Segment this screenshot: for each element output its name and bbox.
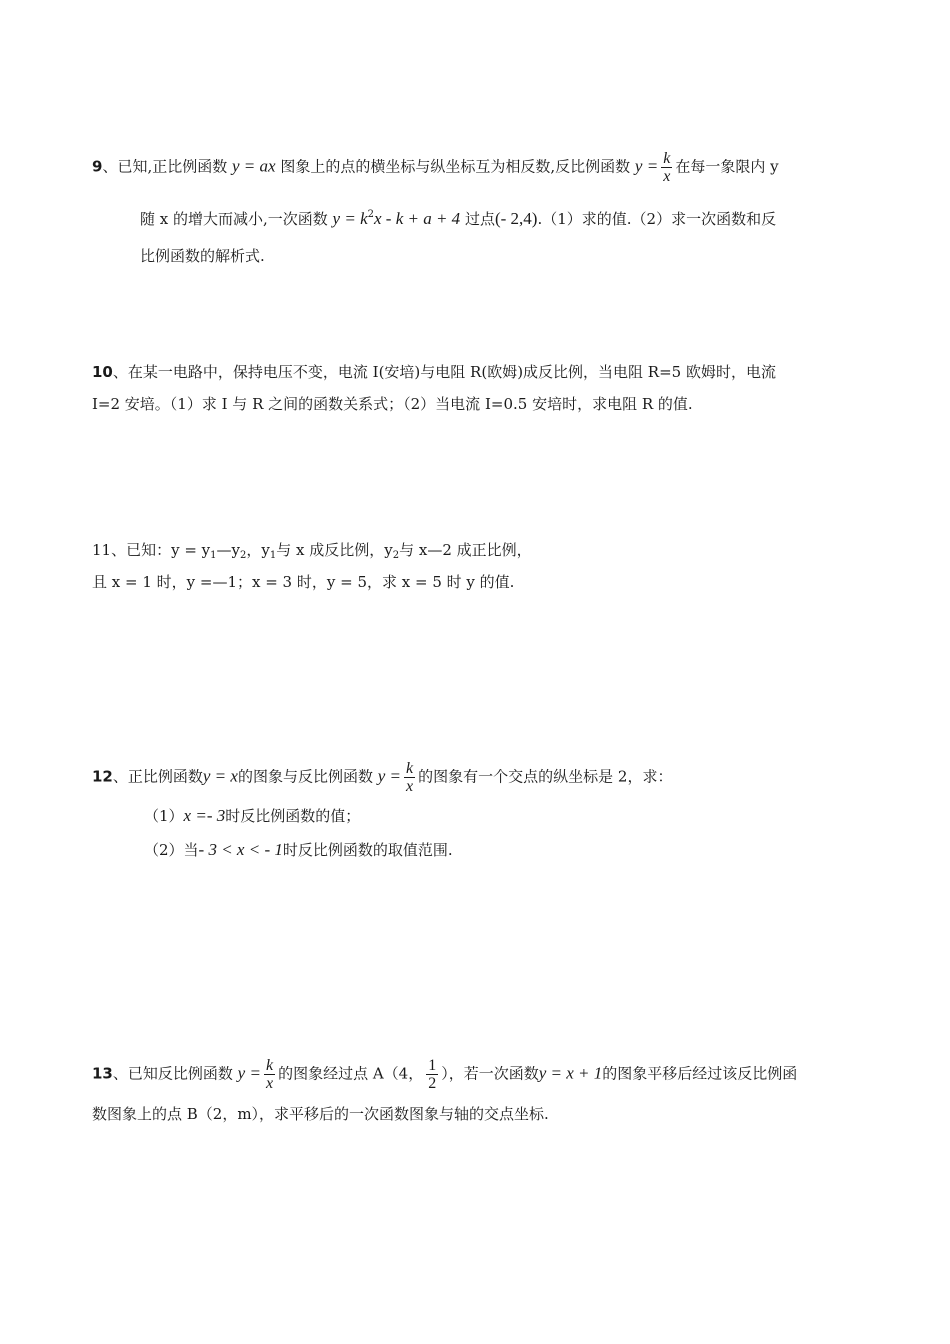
q10-number: 10 (92, 363, 113, 381)
q12-equation-inverse-lhs: y = (377, 766, 402, 786)
q12-line1 (92, 760, 672, 795)
q9-point: (- 2,4) (494, 209, 538, 228)
q13-text: 数图象上的点 B（2，m），求平移后的一次函数图象与轴的交点坐标. (92, 1105, 549, 1123)
q13-text: 的图象经过点 A（4， (278, 1064, 424, 1083)
q12-equation-direct: y = x (202, 766, 238, 786)
q9-equation-linear-b: x - k + a + 4 (373, 209, 461, 228)
q11-line1 (92, 539, 532, 567)
q10-text: 、在某一电路中，保持电压不变，电流 I(安培)与电阻 R(欧姆)成反比例，当电阻 R=5 欧姆时，电流 (112, 363, 776, 381)
q9-line1 (92, 150, 779, 185)
q9-text: 比例函数的解析式. (140, 247, 265, 265)
fraction-denominator: 2 (428, 1075, 437, 1092)
q9-exponent: 2 (367, 209, 374, 220)
q11-number: 11 (92, 541, 112, 559)
q9-number: 9 (92, 157, 103, 176)
q11-line2 (92, 571, 514, 593)
q11-subscript: 2 (240, 550, 247, 561)
q12-part2-equation: - 3 < x < - 1 (198, 840, 283, 859)
fraction-numerator: k (265, 1057, 274, 1074)
q9-text: 图象上的点的横坐标与纵坐标互为相反数,反比例函数 (280, 157, 631, 176)
q11-subscript: 2 (392, 550, 400, 561)
q11-text: 、已知：y = y (111, 541, 211, 559)
q10-line2 (92, 393, 693, 415)
q9-text: 过点 (464, 210, 495, 228)
q9-text: 已知,正比例函数 (117, 157, 228, 176)
fraction-denominator: x (406, 778, 414, 795)
fraction-numerator: k (663, 150, 671, 167)
q11-subscript: 1 (269, 550, 277, 561)
q11-text: —y (216, 541, 241, 559)
q12-part1-text: 时反比例函数的值； (225, 807, 361, 825)
q11-text: 且 x = 1 时，y =—1；x = 3 时，y = 5，求 x = 5 时 y 的值. (92, 573, 515, 591)
q11-subscript: 1 (210, 550, 217, 561)
q12-text: 的图象有一个交点的纵坐标是 2，求： (418, 767, 673, 786)
q13-equation-linear: y = x + 1 (538, 1063, 603, 1083)
q9-fraction-k-over-x (661, 150, 672, 185)
q13-line1 (92, 1057, 797, 1092)
q13-equation-inverse-lhs: y = (237, 1063, 261, 1083)
q9-separator: 、 (102, 157, 118, 176)
q12-part2 (144, 839, 453, 861)
fraction-numerator: k (406, 760, 414, 777)
q9-equation-linear-a: y = k (332, 209, 368, 228)
q9-text: 随 x 的增大而减小,一次函数 (140, 210, 328, 228)
q9-line3 (140, 245, 265, 267)
q12-text: 、正比例函数 (112, 767, 203, 786)
q9-text: .（1）求的值.（2）求一次函数和反 (537, 210, 777, 228)
q13-text: ），若一次函数 (441, 1064, 539, 1083)
q12-text: 的图象与反比例函数 (237, 767, 373, 786)
q13-text: 、已知反比例函数 (112, 1064, 233, 1083)
q9-equation-direct: y = ax (232, 156, 276, 176)
q11-text: 与 x 成反比例，y (276, 541, 393, 559)
q12-part2-text: 时反比例函数的取值范围. (282, 841, 453, 859)
q12-part1 (144, 805, 360, 827)
q10-text: I=2 安培。（1）求 I 与 R 之间的函数关系式；（2）当电流 I=0.5 安培时，求电阻 R 的值. (92, 395, 693, 413)
q13-line2 (92, 1103, 549, 1125)
q9-line2 (140, 204, 776, 230)
q13-text: 的图象平移后经过该反比例函 (602, 1064, 798, 1083)
q10-line1 (92, 361, 776, 383)
fraction-numerator: 1 (428, 1057, 437, 1074)
q11-text: ，y (246, 541, 270, 559)
q12-part1-label: （1） (144, 807, 184, 825)
fraction-denominator: x (265, 1075, 274, 1092)
q13-number: 13 (92, 1064, 113, 1083)
q12-part2-label: （2）当 (144, 841, 199, 859)
q12-part1-equation: x =- 3 (183, 806, 226, 825)
q9-text: 在每一象限内 y (675, 157, 779, 176)
q12-fraction-k-over-x (404, 760, 415, 795)
q13-fraction-k-over-x (264, 1057, 275, 1092)
fraction-denominator: x (663, 168, 671, 185)
q9-equation-inverse-lhs: y = (634, 156, 659, 176)
q12-number: 12 (92, 767, 113, 786)
q13-fraction-one-half (426, 1057, 438, 1092)
q11-text: 与 x—2 成正比例， (399, 541, 532, 559)
